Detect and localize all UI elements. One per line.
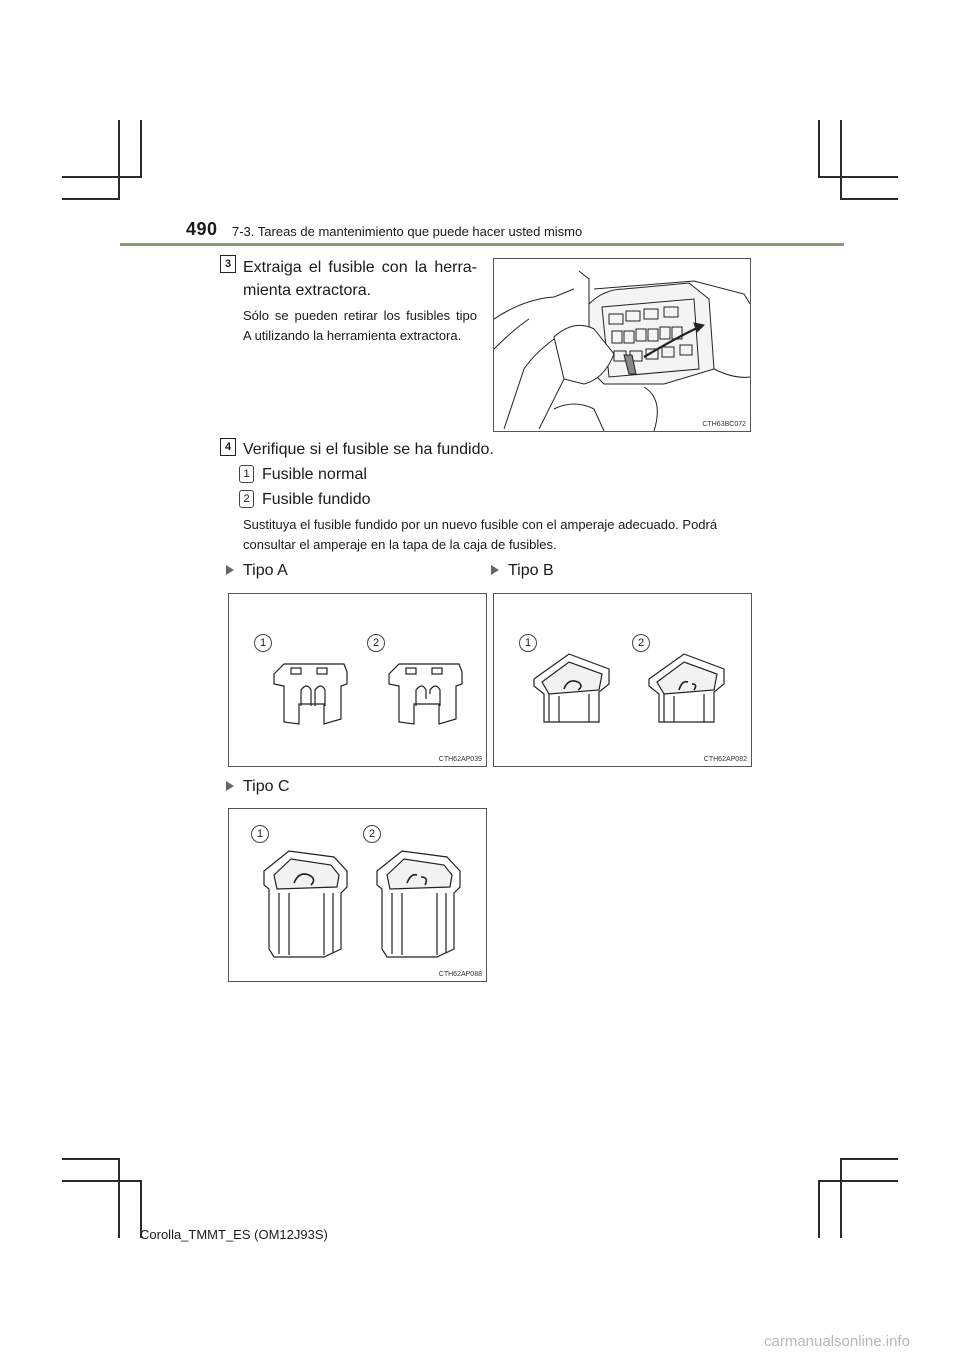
type-a-fuses-illustration [229,594,486,766]
item-number-1: 1 [239,465,254,483]
fuse-box-illustration [494,259,750,431]
callout-2: 2 [367,634,385,652]
step-4-title: Verifique si el fusible se ha fundido. [243,441,494,458]
fuse-puller-figure [493,258,751,432]
step-4-note-line1: Sustituya el fusible fundido por un nuevo fusible con el amperaje adecuado. Podrá [243,517,718,532]
step-3-note-line2: A utilizando la herramienta extractora. [243,328,462,343]
item-number-2: 2 [239,490,254,508]
item-label-blown-fuse: Fusible fundido [262,491,371,508]
type-b-fuse-figure [493,593,752,767]
figure-code: CTH62AP088 [438,971,482,978]
header-rule [120,243,844,246]
crop-mark [118,120,120,200]
type-a-fuse-figure [228,593,487,767]
callout-2: 2 [632,634,650,652]
crop-mark [840,1158,898,1160]
callout-1: 1 [251,825,269,843]
document-id: Corolla_TMMT_ES (OM12J93S) [140,1227,328,1242]
step-4-note-line2: consultar el amperaje en la tapa de la caja de fusibles. [243,537,557,552]
type-b-fuses-illustration [494,594,751,766]
section-title: 7-3. Tareas de mantenimiento que puede hacer usted mismo [232,224,583,239]
figure-code: CTH62AP039 [438,756,482,763]
type-c-label: Tipo C [243,778,290,795]
step-3-title [243,256,477,302]
step-3-note [243,306,477,346]
crop-mark [140,120,142,178]
step-4-note [243,515,753,555]
page-number: 490 [186,219,218,239]
crop-mark [62,198,120,200]
callout-1: 1 [519,634,537,652]
bullet-triangle-icon [226,565,234,575]
type-c-fuses-illustration [229,809,486,981]
watermark: carmanualsonline.info [764,1333,910,1350]
bullet-triangle-icon [226,781,234,791]
step-3-badge: 3 [220,255,236,273]
crop-mark [840,120,842,200]
step-3-note-line1: Sólo se pueden retirar los fusibles tipo [243,308,477,323]
step-3-title-line1: Extraiga el fusible con la herra- [243,259,477,276]
figure-code: CTH62AP082 [703,756,747,763]
callout-2: 2 [363,825,381,843]
type-c-fuse-figure [228,808,487,982]
type-a-label: Tipo A [243,562,288,579]
figure-code: CTH63BC072 [702,421,746,428]
crop-mark [62,1180,142,1182]
bullet-triangle-icon [491,565,499,575]
callout-1: 1 [254,634,272,652]
step-4-badge: 4 [220,438,236,456]
type-b-label: Tipo B [508,562,554,579]
crop-mark [840,198,898,200]
crop-mark [818,176,898,178]
crop-mark [818,1180,898,1182]
step-3-title-line2: mienta extractora. [243,282,372,299]
crop-mark [62,176,142,178]
crop-mark [118,1158,120,1238]
item-label-normal-fuse: Fusible normal [262,466,367,483]
crop-mark [818,1180,820,1238]
crop-mark [840,1158,842,1238]
crop-mark [818,120,820,178]
crop-mark [62,1158,120,1160]
